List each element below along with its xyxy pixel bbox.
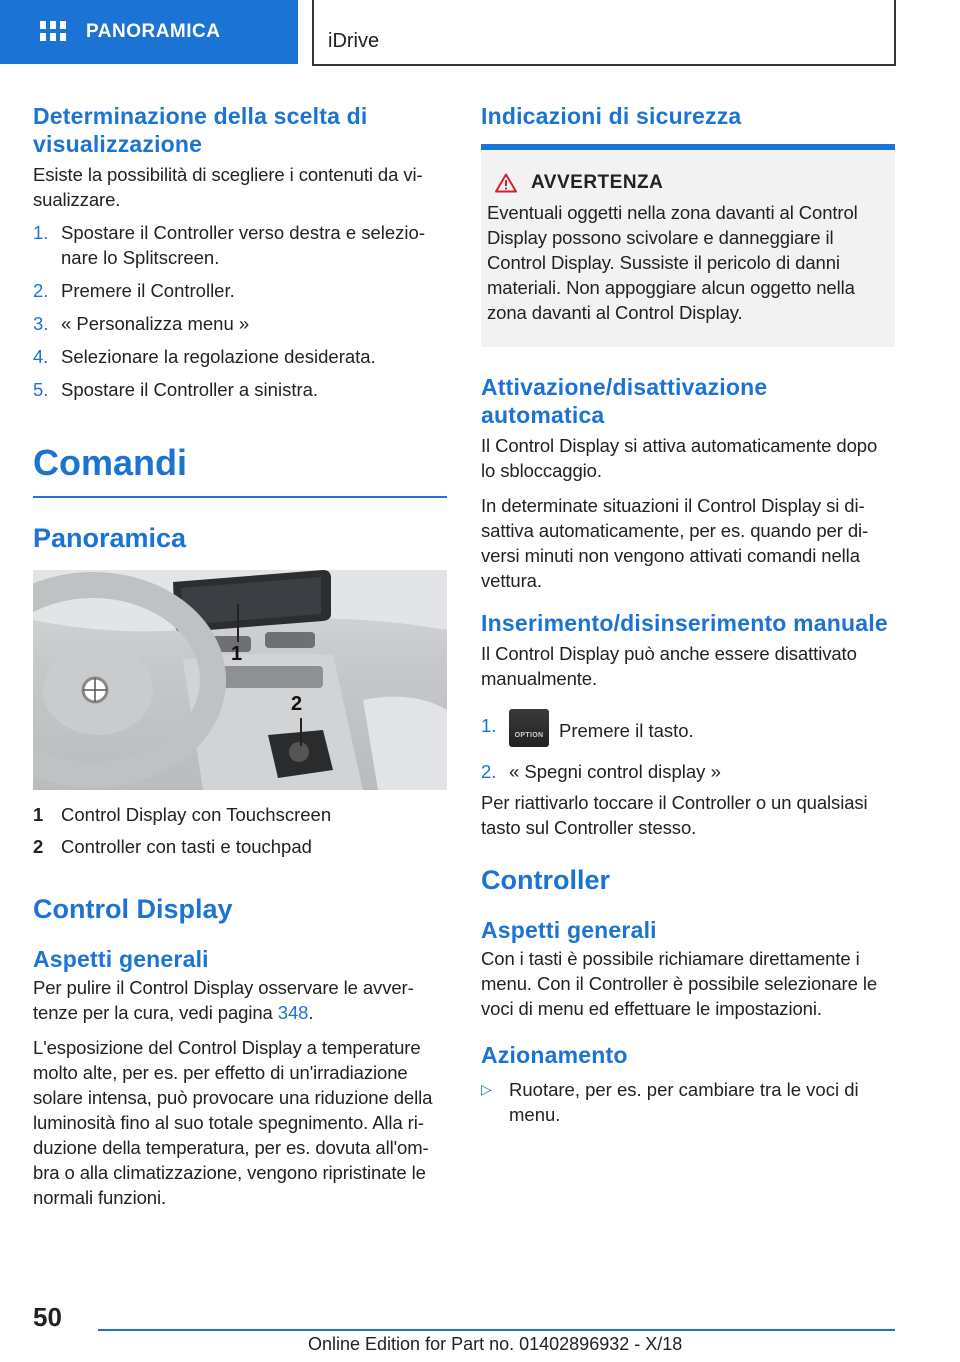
caption-text: Control Display con Touchscreen	[61, 804, 332, 825]
right-column	[481, 100, 895, 1127]
heading-panoramica: Panoramica	[33, 523, 187, 553]
header-tab-panoramica[interactable]	[0, 0, 298, 64]
paragraph-pulire	[33, 975, 447, 1025]
heading-control-display: Control Display	[33, 894, 233, 924]
list-item	[33, 278, 447, 303]
heading-azionamento: Azionamento	[481, 1042, 628, 1068]
step-content	[509, 713, 694, 751]
step-text: Premere il tasto.	[559, 719, 694, 741]
list-item	[33, 311, 447, 336]
section-divider	[33, 496, 447, 498]
list-item	[481, 1077, 895, 1127]
step-number: 5.	[33, 379, 49, 400]
heading-comandi: Comandi	[33, 442, 188, 483]
footer-edition: Online Edition for Part no. 01402896932 - X/18	[308, 1334, 683, 1354]
step-text: « Spegni control display »	[509, 761, 721, 782]
heading-aspetti-generali-controller: Aspetti generali	[481, 917, 657, 943]
paragraph-attivazione-2: In determinate situazioni il Control Display si disattiva automaticamente, per es. quando per diversi minuti non vengono attivati comandi nella vettura.	[481, 495, 869, 591]
header-section	[312, 0, 896, 66]
caption-number: 2	[33, 836, 44, 857]
step-text: Selezionare la regolazione desiderata.	[61, 346, 376, 367]
heading-controller: Controller	[481, 865, 611, 895]
option-key-icon	[509, 709, 549, 747]
step-text: « Personalizza menu »	[61, 313, 250, 334]
grid-icon	[40, 21, 66, 43]
warning-box	[481, 144, 895, 347]
option-key-label: OPTION	[514, 732, 544, 739]
step-number: 1.	[33, 222, 49, 243]
warning-title-row	[495, 172, 889, 194]
step-text: Spostare il Controller verso destra e selezionare lo Splitscreen.	[61, 222, 426, 268]
paragraph-controller: Con i tasti è possibile richiamare direttamente i menu. Con il Controller è possibile selezionare le voci di menu ed effettuare le impostazioni.	[481, 948, 878, 1019]
cockpit-illustration	[33, 570, 447, 790]
caption-text: Controller con tasti e touchpad	[61, 836, 312, 857]
manual-steps	[481, 705, 895, 784]
paragraph-pulire-text: Per pulire il Control Display osservare le avvertenze per la cura, vedi pagina	[33, 977, 414, 1023]
step-number: 2.	[33, 280, 49, 301]
paragraph-attivazione-1: Il Control Display si attiva automaticamente dopo lo sbloccaggio.	[481, 435, 878, 481]
warning-triangle-icon	[495, 173, 517, 193]
heading-aspetti-generali: Aspetti generali	[33, 946, 209, 972]
heading-attivazione: Attivazione/disattivazione automatica	[481, 374, 768, 428]
step-text: Spostare il Controller a sinistra.	[61, 379, 319, 400]
steps-list	[33, 220, 447, 402]
paragraph-esposizione: L'esposizione del Control Display a temperature molto alte, per es. per effetto di un'irradiazione solare intensa, può provocare una riduzione della luminosità fino al suo totale spegnimento. Alla riduzione della temperatura, per es. dovuta all'ombra o alla climatizzazione, vengono ripristinate le normali funzioni.	[33, 1037, 433, 1208]
heading-sicurezza: Indicazioni di sicurezza	[481, 103, 742, 129]
paragraph-riattivarlo: Per riattivarlo toccare il Controller o un qualsiasi tasto sul Controller stesso.	[481, 792, 868, 838]
figure-callout-1: 1	[231, 643, 243, 665]
step-number: 4.	[33, 346, 49, 367]
paragraph-inserimento: Il Control Display può anche essere disattivato manualmente.	[481, 643, 857, 689]
step-text: Premere il Controller.	[61, 280, 235, 301]
list-item	[33, 377, 447, 402]
figure-caption	[33, 802, 447, 827]
list-item	[481, 705, 895, 751]
list-item	[33, 344, 447, 369]
list-item	[481, 759, 895, 784]
bullet-text: Ruotare, per es. per cambiare tra le voci di menu.	[509, 1079, 859, 1125]
warning-title: AVVERTENZA	[531, 172, 664, 193]
warning-text: Eventuali oggetti nella zona davanti al Control Display possono scivolare e danneggiare il Control Display. Sussiste il pericolo di danni materiali. Non appoggiare alcun oggetto nella zona davanti al Control Display.	[487, 202, 858, 323]
step-number: 2.	[481, 761, 497, 782]
bullet-triangle-icon: ▷	[481, 1081, 492, 1097]
page-number: 50	[33, 1302, 62, 1332]
page-link-348[interactable]: 348	[277, 1002, 309, 1023]
list-item	[33, 220, 447, 270]
footer-divider	[98, 1329, 895, 1331]
caption-number: 1	[33, 804, 44, 825]
left-column	[33, 100, 447, 1210]
step-number: 1.	[481, 715, 497, 736]
heading-determinazione: Determinazione della scelta di visualizzazione	[33, 103, 368, 157]
figure-callout-2: 2	[291, 693, 303, 715]
paragraph-pulire-end: .	[308, 1002, 314, 1023]
header-section-label: iDrive	[328, 30, 380, 52]
paragraph-determinazione: Esiste la possibilità di scegliere i contenuti da visualizzare.	[33, 164, 423, 210]
heading-inserimento: Inserimento/disinserimento manuale	[481, 610, 888, 636]
figure-caption	[33, 834, 447, 859]
header-tab-label: PANORAMICA	[86, 21, 221, 42]
step-number: 3.	[33, 313, 49, 334]
